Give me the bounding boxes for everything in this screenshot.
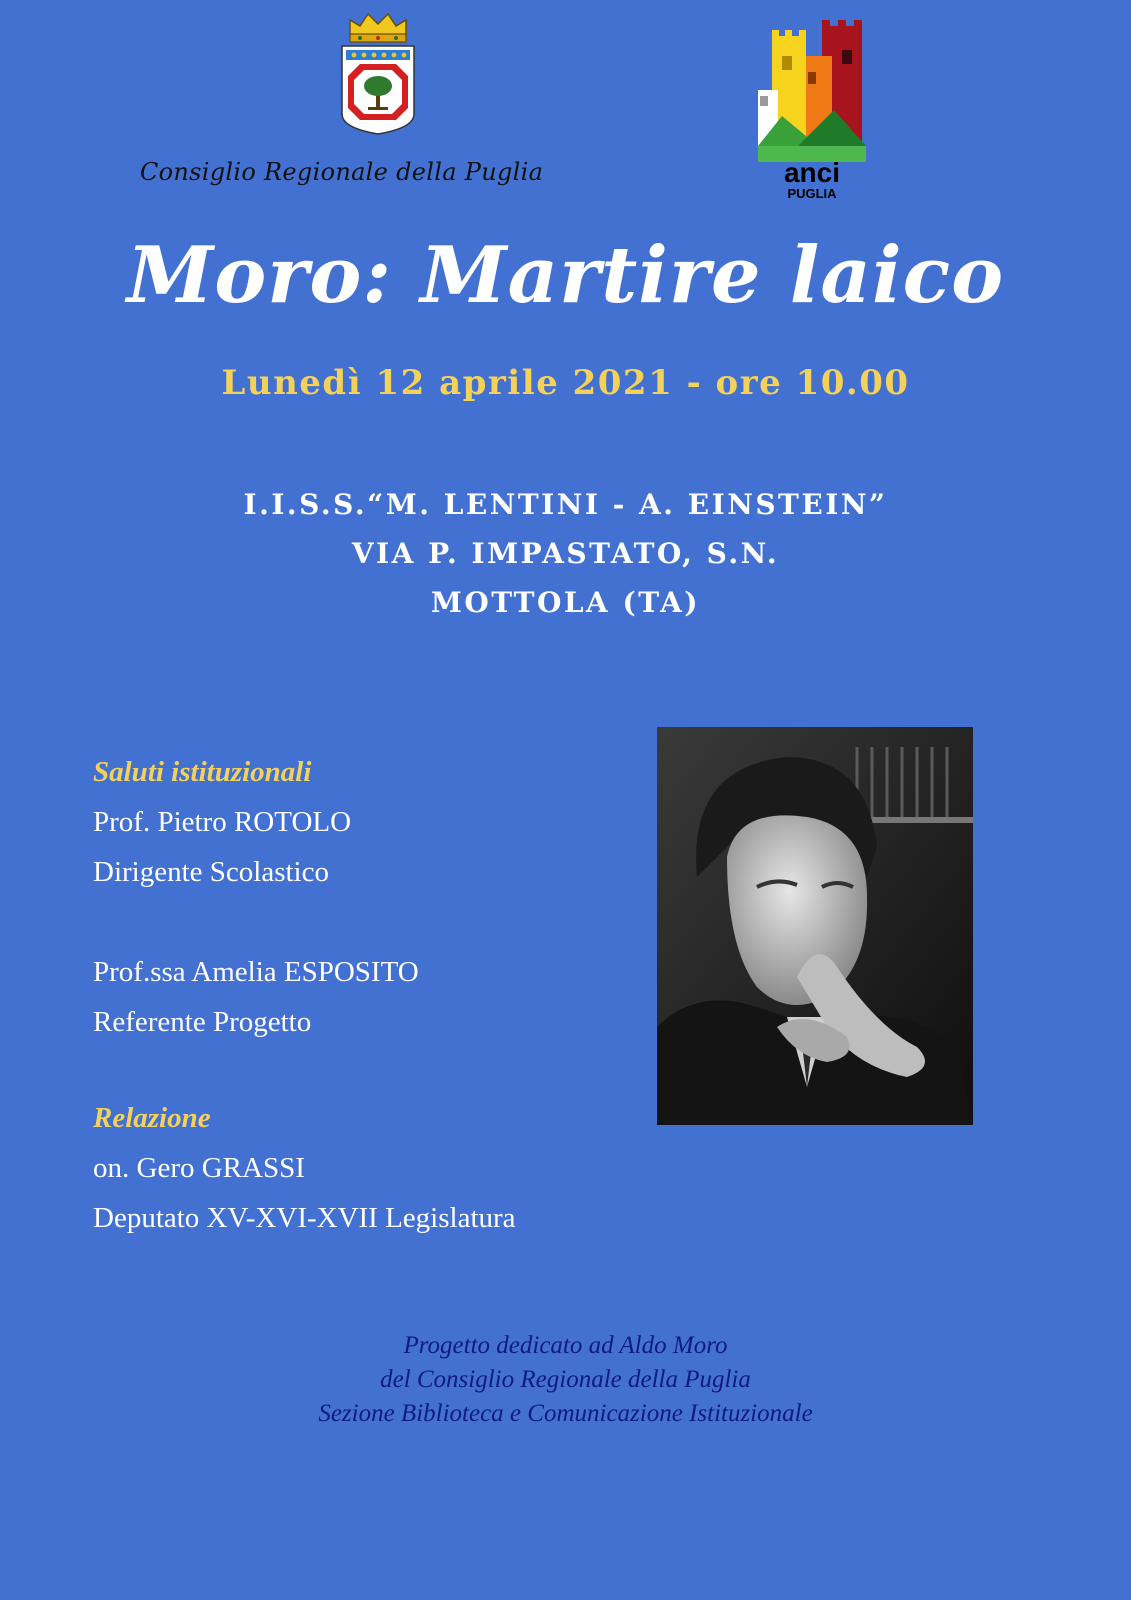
anci-logo-text: anci (783, 157, 841, 188)
greetings-heading: Saluti istituzionali (93, 756, 312, 788)
venue-street: VIA P. IMPASTATO, S.N. (351, 537, 780, 570)
portrait-photo (657, 727, 973, 1125)
speaker1-name: Prof. Pietro ROTOLO (93, 806, 352, 838)
venue-city: MOTTOLA (TA) (430, 586, 701, 619)
speaker3-name: on. Gero GRASSI (93, 1152, 305, 1184)
council-name: Consiglio Regionale della Puglia (140, 158, 544, 186)
credit-line-2: del Consiglio Regionale della Puglia (380, 1366, 751, 1393)
report-heading: Relazione (93, 1102, 211, 1134)
anci-logo-subtext: PUGLIA (787, 186, 837, 201)
speaker2-name: Prof.ssa Amelia ESPOSITO (93, 956, 419, 988)
event-title: Moro: Martire laico (126, 230, 1005, 321)
region-coat-of-arms-icon (338, 10, 418, 136)
credit-line-3: Sezione Biblioteca e Comunicazione Istituzionale (318, 1400, 813, 1427)
speaker3-role: Deputato XV-XVI-XVII Legislatura (93, 1202, 516, 1234)
credit-line-1: Progetto dedicato ad Aldo Moro (403, 1332, 728, 1359)
speaker1-role: Dirigente Scolastico (93, 856, 329, 888)
speaker2-role: Referente Progetto (93, 1006, 312, 1038)
anci-puglia-logo-icon (758, 20, 866, 202)
event-date: Lunedì 12 aprile 2021 - ore 10.00 (221, 363, 910, 403)
venue-school: I.I.S.S.“M. LENTINI - A. EINSTEIN” (243, 488, 888, 521)
